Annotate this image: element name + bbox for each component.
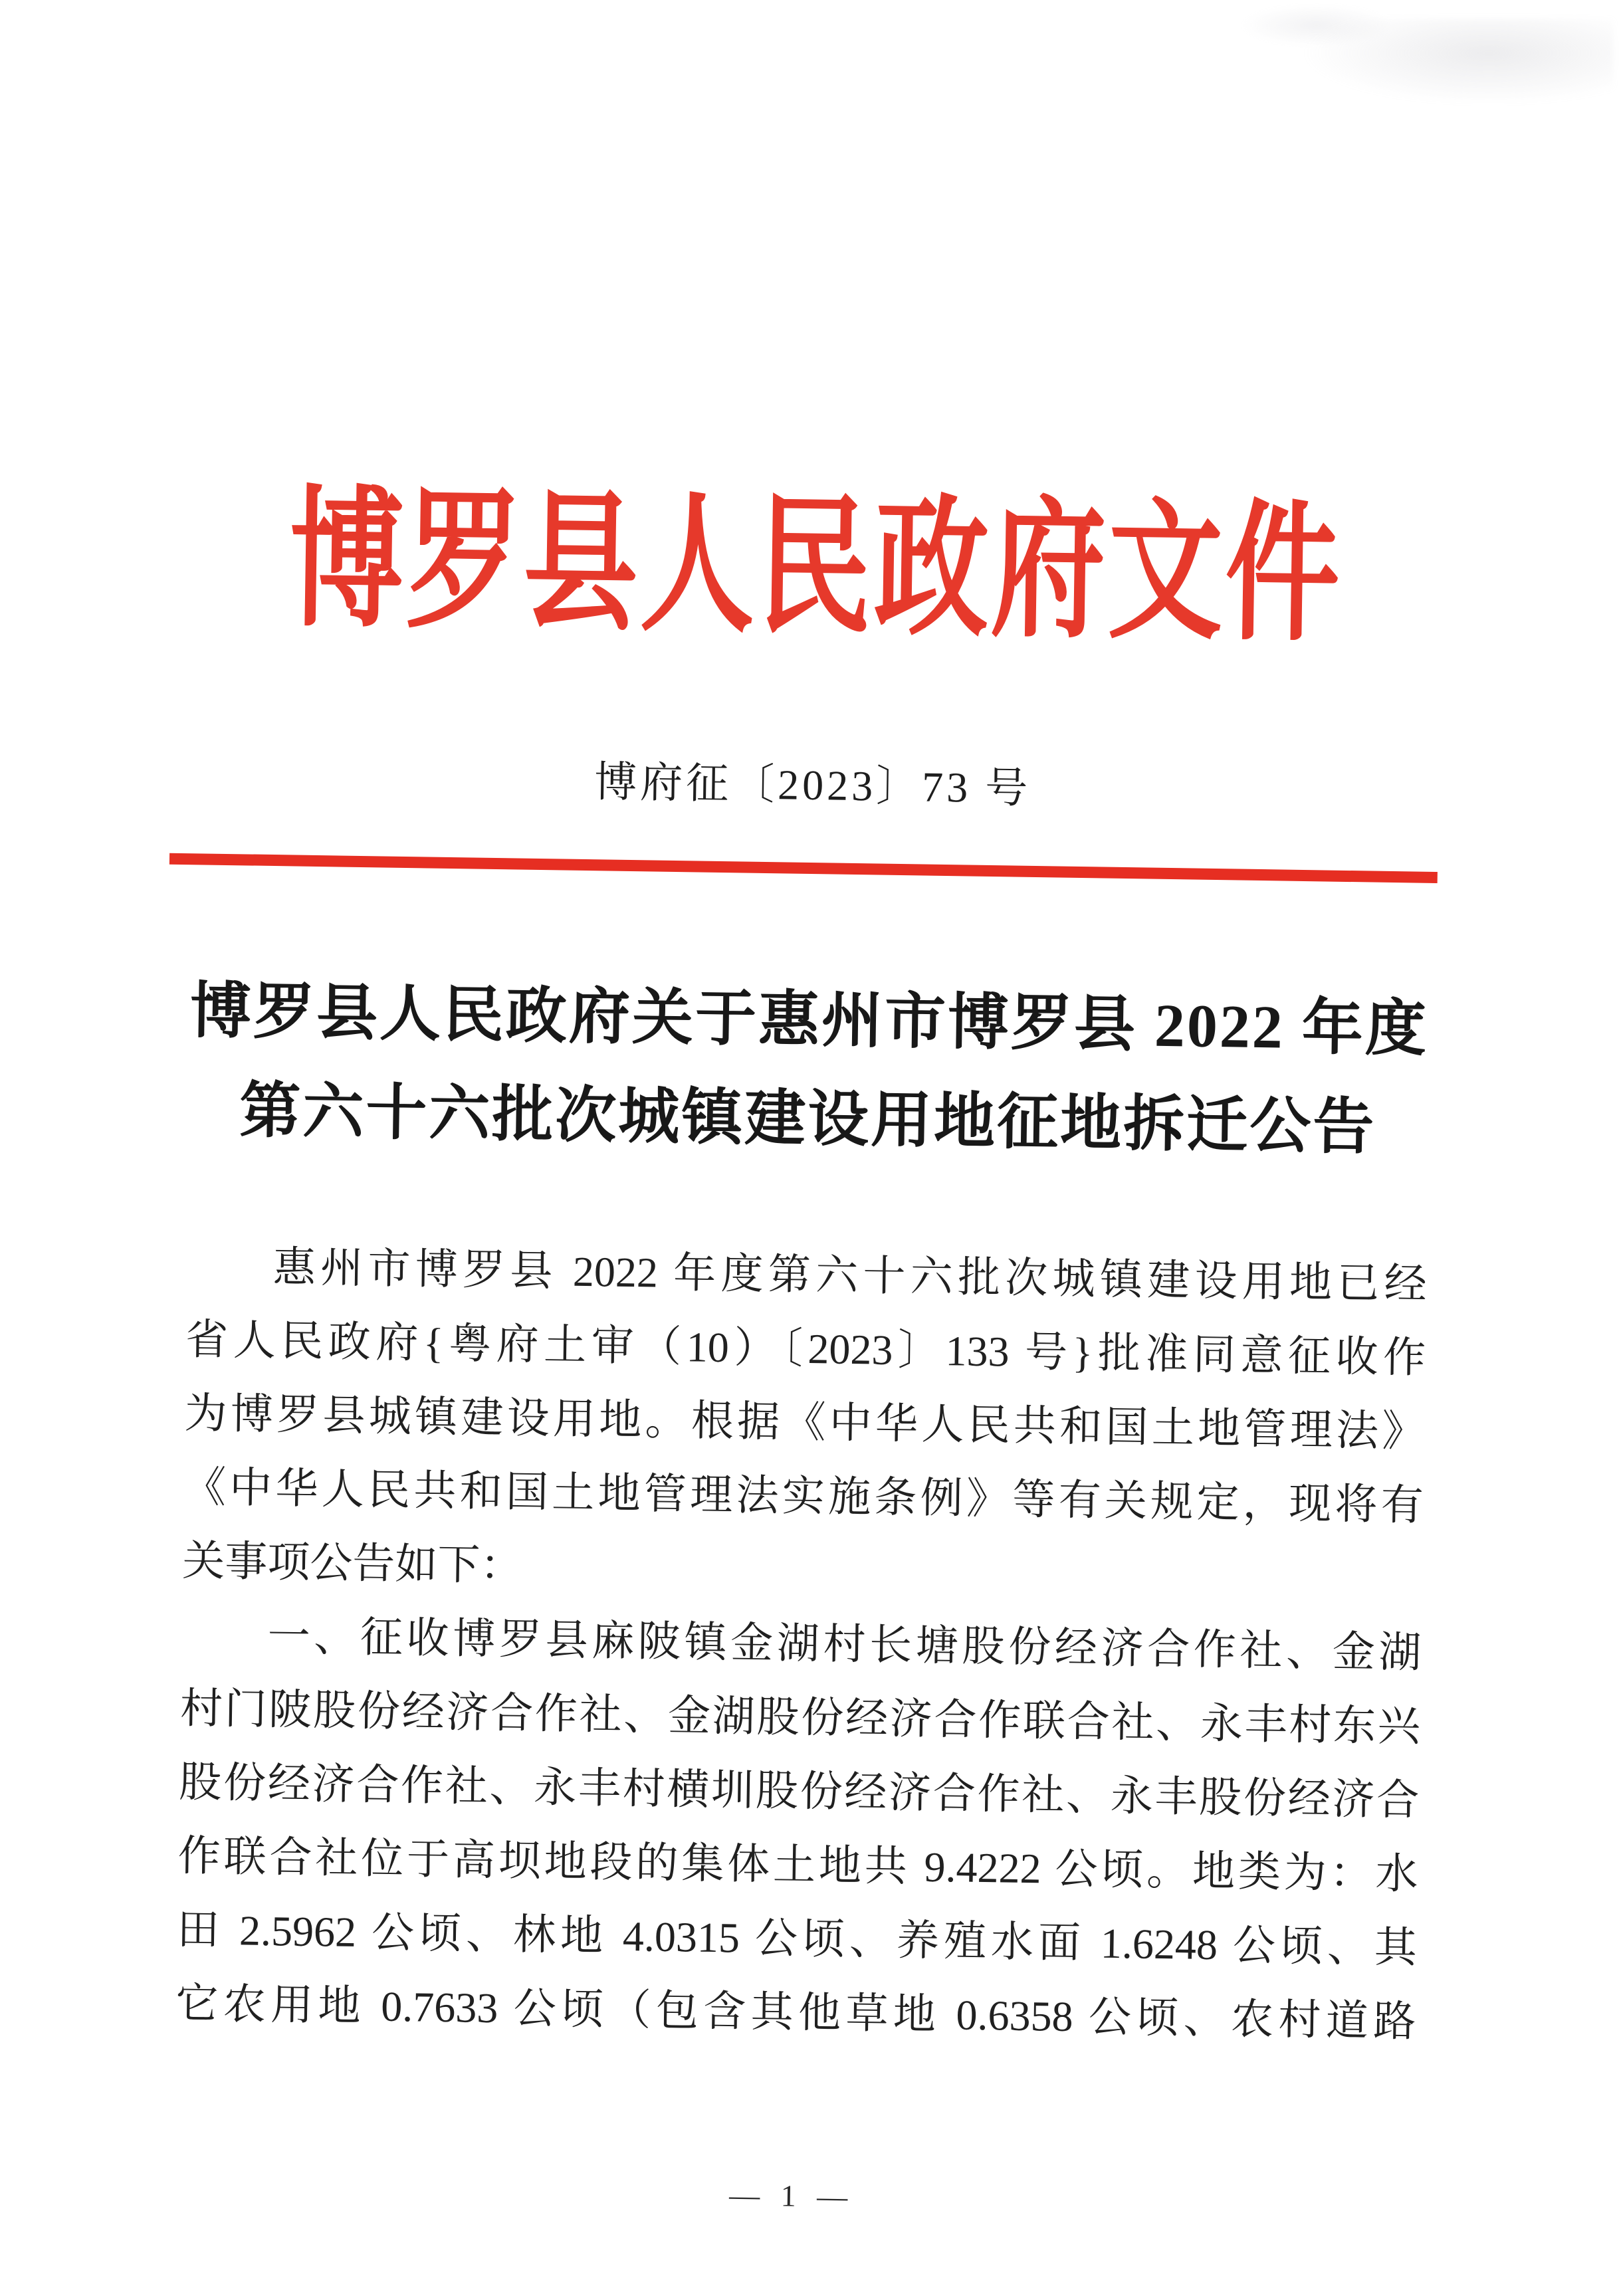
body-line: 村门陂股份经济合作社、金湖股份经济合作联合社、永丰村东兴 [179,1685,1421,1750]
body-line: 它农用地 0.7633 公顷（包含其他草地 0.6358 公顷、农村道路 [175,1980,1416,2045]
body-line: 关事项公告如下： [181,1537,523,1590]
body-line: 为博罗县城镇建设用地。根据《中华人民共和国土地管理法》 [184,1390,1425,1455]
document-title [70,960,1546,1180]
document-title-line1: 博罗县人民政府关于惠州市博罗县 2022 年度 [189,977,1429,1063]
document-body [175,1229,1428,2059]
body-line: 作联合社位于高坝地段的集体土地共 9.4222 公顷。地类为：水 [177,1832,1419,1898]
body-line: 一、征收博罗县麻陂镇金湖村长塘股份经济合作社、金湖 [267,1612,1422,1677]
document-title-line2: 第六十六批次城镇建设用地征地拆迁公告 [239,1077,1376,1162]
agency-header-title: 博罗县人民政府文件 [288,477,1344,661]
body-line: 《中华人民共和国土地管理法实施条例》等有关规定，现将有 [183,1463,1424,1529]
document-number: 博府征〔2023〕73 号 [594,758,1031,812]
page-number: — 1 — [728,2178,855,2214]
body-line: 田 2.5962 公顷、林地 4.0315 公顷、养殖水面 1.6248 公顷、其 [176,1906,1418,1972]
body-line: 省人民政府{粤府土审（10）〔2023〕133 号}批准同意征收作 [185,1316,1426,1382]
body-line: 惠州市博罗县 2022 年度第六十六批次城镇建设用地已经 [272,1243,1428,1308]
body-line: 股份经济合作社、永丰村横圳股份经济合作社、永丰股份经济合 [178,1758,1420,1824]
red-divider-rule [169,853,1438,883]
